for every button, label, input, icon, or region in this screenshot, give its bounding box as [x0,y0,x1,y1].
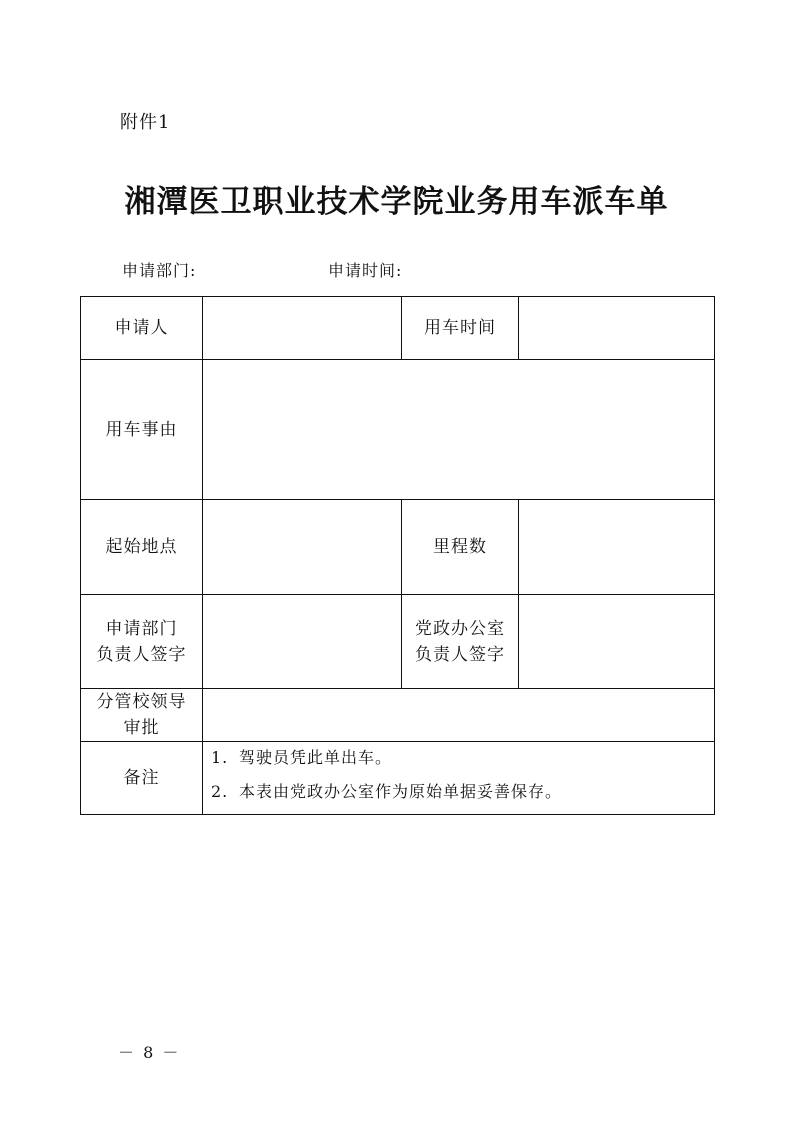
notes-label: 备注 [81,742,203,815]
form-row-reason [81,360,715,500]
dept-sign-label-line2: 负责人签字 [96,644,187,665]
page-number: － 8 － [118,1043,181,1062]
form-row-route [81,500,715,595]
office-sign-label-line2: 负责人签字 [415,644,505,665]
leader-approval-label [81,689,203,742]
note-item [211,778,714,812]
applicant-field[interactable] [203,297,402,360]
vehicle-dispatch-form [80,296,715,815]
reason-field[interactable] [203,360,715,500]
request-time-label: 申请时间: [328,261,403,280]
dept-sign-label [81,595,203,689]
leader-label-line1: 分管校领导 [96,692,187,712]
notes-content [203,742,715,815]
office-sign-field[interactable] [519,595,715,689]
office-sign-label [402,595,519,689]
department-label: 申请部门: [122,261,197,280]
route-label: 起始地点 [81,500,203,595]
form-row-notes [81,742,715,815]
leader-label-line2: 审批 [123,718,160,738]
applicant-label: 申请人 [81,297,203,360]
page-title: 湘潭医卫职业技术学院业务用车派车单 [124,184,669,220]
note-number: 2. [211,782,229,801]
dept-sign-label-line1: 申请部门 [105,618,178,639]
note-text: 本表由党政办公室作为原始单据妥善保存。 [239,782,563,801]
reason-label: 用车事由 [81,360,203,500]
note-text: 驾驶员凭此单出车。 [239,748,393,767]
note-item [211,744,714,778]
note-number: 1. [211,748,229,767]
form-row-leader [81,689,715,742]
route-field[interactable] [203,500,402,595]
mileage-field[interactable] [519,500,715,595]
leader-approval-field[interactable] [203,689,715,742]
form-row-signatures [81,595,715,689]
mileage-label: 里程数 [402,500,519,595]
form-row-applicant [81,297,715,360]
use-time-field[interactable] [519,297,715,360]
dept-sign-field[interactable] [203,595,402,689]
attachment-label: 附件1 [120,112,171,133]
use-time-label: 用车时间 [402,297,519,360]
office-sign-label-line1: 党政办公室 [415,618,505,639]
